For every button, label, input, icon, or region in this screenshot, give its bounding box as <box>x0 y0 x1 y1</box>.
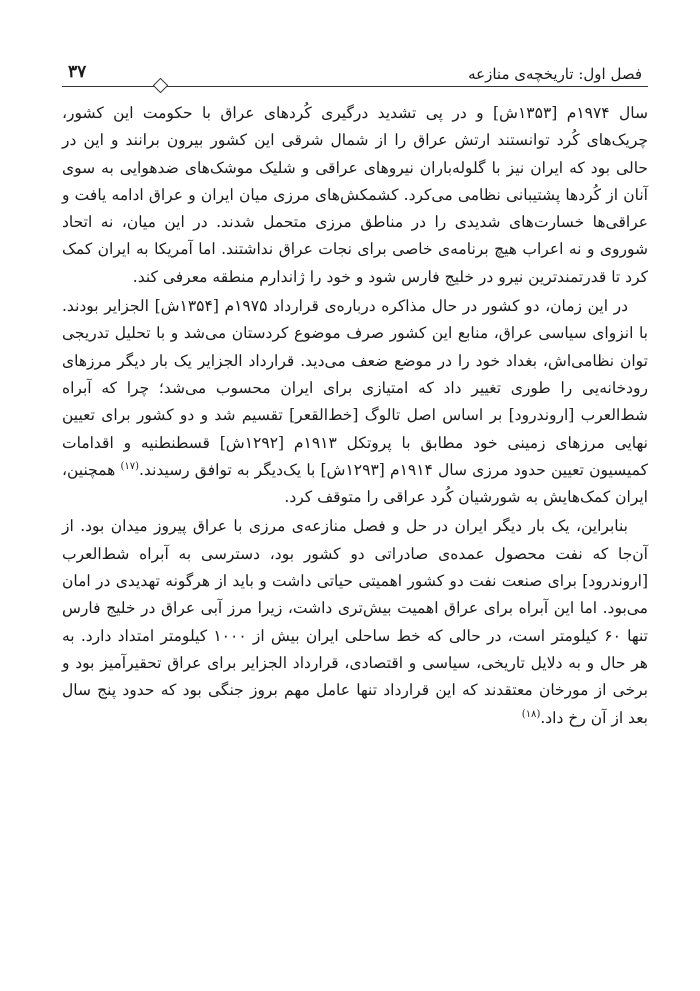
footnote-ref-17[interactable]: (۱۷) <box>120 460 139 472</box>
paragraph-1 <box>62 100 648 291</box>
running-header <box>62 62 648 88</box>
paragraph-3 <box>62 513 648 731</box>
page-number: ۳۷ <box>68 62 87 82</box>
paragraph-3-text: بنابراین، یک بار دیگر ایران در حل و فصل منازعه‌ی مرزی با عراق پیروز میدان بود. از آن‌جا که نفت محصول عمده‌ی صادراتی دو کشور بود، دسترسی به آبراه شط‌العرب [اروندرود] برای صنعت نفت دو کشور اهمیتی حیاتی داشت و باید از هرگونه تهدیدی در امان می‌بود. اما این آبراه برای عراق اهمیت بیش‌تری داشت، زیرا مرز آبی عراق در خلیج فارس تنها ۶۰ کیلومتر است، در حالی که خط ساحلی ایران بیش از ۱۰۰۰ کیلومتر امتداد دارد. به هر حال و به دلایل تاریخی، سیاسی و اقتصادی، قرارداد الجزایر برای عراق تحقیرآمیز بود و برخی از مورخان معتقدند که این قرارداد تنها عامل مهم بروز جنگی بود که حدود پنج سال بعد از آن رخ داد. <box>62 517 648 727</box>
paragraph-2 <box>62 293 648 511</box>
paragraph-1-text: سال ۱۹۷۴م [۱۳۵۳ش] و در پی تشدید درگیری کُردهای عراق با حکومت این کشور، چریک‌های کُرد توانستند ارتش عراق را از شمال شرقی این کشور بیرون برانند و این در حالی بود که ایران نیز با گلوله‌باران نیروهای عراقی و شلیک موشک‌های ضدهوایی به سوی آنان از کُردها پشتیبانی نظامی می‌کرد. کشمکش‌های مرزی میان ایران و عراق ادامه یافت و عراقی‌ها خسارت‌های شدیدی را در مناطق مرزی متحمل شدند. در این میان، نه اتحاد شوروی و نه اعراب هیچ برنامه‌ی خاصی برای نجات عراق نداشتند. اما آمریکا به ایران کمک کرد تا قدرتمندترین نیرو در خلیج فارس شود و خود را ژاندارم منطقه معرفی کند. <box>62 104 648 286</box>
footnote-ref-18[interactable]: (۱۸) <box>521 708 541 720</box>
chapter-title: فصل اول: تاریخچه‌ی منازعه <box>468 65 642 83</box>
diamond-ornament-icon <box>153 78 169 94</box>
body-text <box>62 100 648 734</box>
header-rule <box>62 86 648 87</box>
paragraph-2-text: در این زمان، دو کشور در حال مذاکره درباره‌ی قرارداد ۱۹۷۵م [۱۳۵۴ش] الجزایر بودند. با انزوای سیاسی عراق، منابع این کشور صرف موضوع کردستان می‌شد و با تحلیل تدریجی توان نظامی‌اش، بغداد خود را در موضع ضعف می‌دید. قرارداد الجزایر یک بار دیگر مرزهای رودخانه‌یی را طوری تغییر داد که امتیازی برای ایران محسوب می‌شد؛ چرا که آبراه شط‌العرب [اروندرود] بر اساس اصل تالوگ [خط‌القعر] تقسیم شد و دو کشور برای تعیین نهایی مرزهای زمینی خود مطابق با پروتکل ۱۹۱۳م [۱۲۹۲ش] قسطنطنیه و اقدامات کمیسیون تعیین حدود مرزی سال ۱۹۱۴م [۱۲۹۳ش] با یک‌دیگر به توافق رسیدند. <box>62 297 648 479</box>
paragraph-2-tail: همچنین، ایران کمک‌هایش به شورشیان کُرد عراقی را متوقف کرد. <box>62 460 648 507</box>
